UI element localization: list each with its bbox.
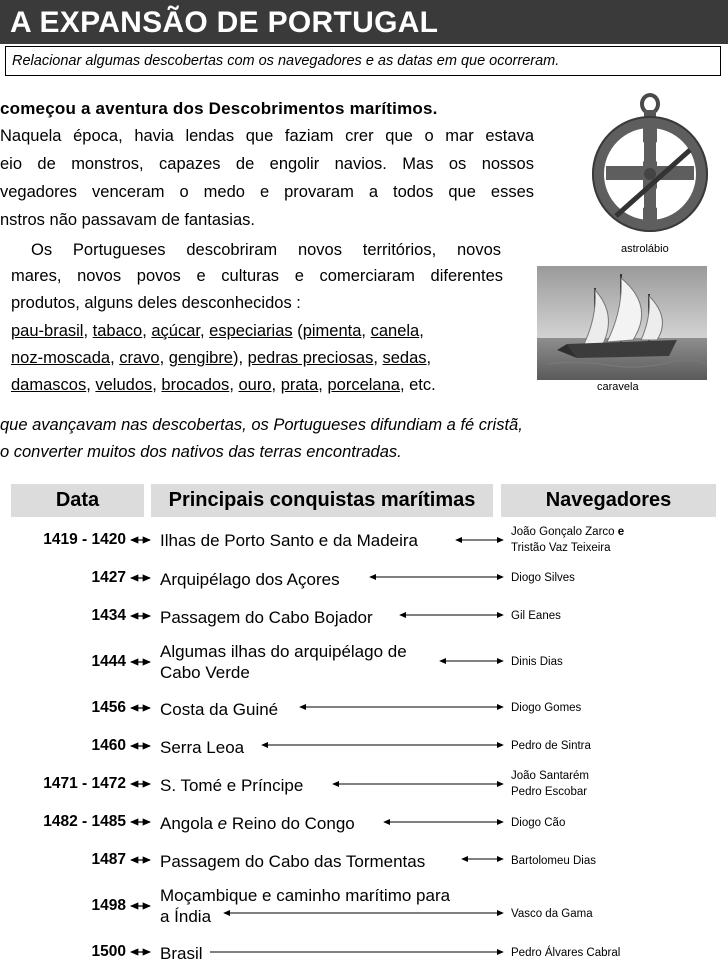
row-date: 1498 <box>91 897 126 914</box>
faith-line-1: que avançavam nas descobertas, os Portugueses difundiam a fé cristã, <box>0 416 523 434</box>
intro-line-4: vegadores venceram o medo e provaram a todos que esses <box>0 183 534 201</box>
product-prata: prata <box>280 376 319 394</box>
product-acucar: açúcar <box>151 322 200 340</box>
row-navigator: Bartolomeu Dias <box>511 855 597 867</box>
conquest-part: Angola <box>160 814 213 833</box>
header-date: Data <box>11 484 144 517</box>
row-navigator: Diogo Gomes <box>511 702 582 714</box>
faith-line-2: o converter muitos dos nativos das terras encontradas. <box>0 443 402 461</box>
row-date: 1427 <box>91 569 126 586</box>
product-porcelana: porcelana <box>327 376 400 394</box>
row-date: 1444 <box>91 653 126 670</box>
product-pedras-preciosas: pedras preciosas <box>247 349 374 367</box>
product-pimenta: pimenta <box>302 322 362 340</box>
product-tabaco: tabaco <box>92 322 143 340</box>
row-navigator: Diogo Cão <box>511 817 566 829</box>
header-navigators: Navegadores <box>501 484 716 517</box>
conquest-line: a Índia <box>160 907 212 926</box>
navigator-name: Tristão Vaz Teixeira <box>511 542 611 554</box>
row-conquest: Passagem do Cabo das Tormentas <box>160 852 426 871</box>
row-date: 1419 - 1420 <box>43 531 126 548</box>
product-brocados: brocados <box>161 376 230 394</box>
row-date: 1487 <box>91 851 126 868</box>
row-conquest: Costa da Guiné <box>160 700 279 719</box>
product-pau-brasil: pau-brasil <box>11 322 84 340</box>
row-conquest: S. Tomé e Príncipe <box>160 776 304 795</box>
product-canela: canela <box>370 322 420 340</box>
row-conquest: Passagem do Cabo Bojador <box>160 608 373 627</box>
product-ouro: ouro <box>238 376 272 394</box>
row-date: 1434 <box>91 607 126 624</box>
products-line-2: noz-moscada, cravo, gengibre), pedras preciosas, sedas, <box>11 349 432 367</box>
products-line-1: pau-brasil, tabaco, açúcar, especiarias (pimenta, canela, <box>11 322 424 340</box>
product-veludos: veludos <box>95 376 153 394</box>
products-line-3: damascos, veludos, brocados, ouro, prata, porcelana, etc. <box>11 376 436 394</box>
caravel-caption: caravela <box>597 381 639 393</box>
page-subtitle: Relacionar algumas descobertas com os navegadores e as datas em que ocorreram. <box>12 53 560 69</box>
conquest-line: Moçambique e caminho marítimo para <box>160 886 451 905</box>
product-damascos: damascos <box>11 376 87 394</box>
product-sedas: sedas <box>382 349 427 367</box>
conquest-line: Cabo Verde <box>160 663 250 682</box>
product-cravo: cravo <box>119 349 160 367</box>
product-etc: etc. <box>409 376 436 394</box>
intro-line-5: nstros não passavam de fantasias. <box>0 211 255 229</box>
row-navigator: Vasco da Gama <box>511 908 593 920</box>
intro-line-1: começou a aventura dos Descobrimentos marítimos. <box>0 99 438 118</box>
intro-line-3: eio de monstros, capazes de engolir navios. Mas os nossos <box>0 155 534 173</box>
intro-line-2: Naquela época, havia lendas que faziam crer que o mar estava <box>0 127 534 145</box>
row-date: 1500 <box>91 943 126 960</box>
conquest-joiner: e <box>217 814 228 833</box>
row-date: 1471 - 1472 <box>43 775 126 792</box>
product-especiarias: especiarias <box>209 322 293 340</box>
row-conquest: Ilhas de Porto Santo e da Madeira <box>160 531 418 550</box>
astrolabe-caption: astrolábio <box>621 243 669 255</box>
row-date: 1456 <box>91 699 126 716</box>
navigator-name: Pedro Escobar <box>511 786 588 798</box>
discoveries-line-2: mares, novos povos e culturas e comerciaram diferentes <box>11 267 503 285</box>
row-conquest: Brasil <box>160 944 203 963</box>
product-noz-moscada: noz-moscada <box>11 349 111 367</box>
navigator-name: João Gonçalo Zarco <box>511 526 615 538</box>
row-conquest: Arquipélago dos Açores <box>160 570 340 589</box>
conquest-line: Algumas ilhas do arquipélago de <box>160 642 407 661</box>
row-date: 1460 <box>91 737 126 754</box>
row-date: 1482 - 1485 <box>43 813 126 830</box>
row-navigator: Gil Eanes <box>511 610 561 622</box>
row-conquest: Serra Leoa <box>160 738 245 757</box>
header-conquests: Principais conquistas marítimas <box>151 484 493 517</box>
row-navigator: Pedro de Sintra <box>511 740 591 752</box>
discoveries-line-1: Os Portugueses descobriram novos territórios, novos <box>31 241 501 259</box>
conquest-part: Reino do Congo <box>231 814 355 833</box>
row-navigator: Dinis Dias <box>511 656 563 668</box>
product-gengibre: gengibre <box>168 349 233 367</box>
discoveries-line-3: produtos, alguns deles desconhecidos : <box>11 294 301 312</box>
row-navigator: Diogo Silves <box>511 572 575 584</box>
navigator-joiner: e <box>617 526 625 538</box>
page-title: A EXPANSÃO DE PORTUGAL <box>10 6 439 39</box>
navigator-name: João Santarém <box>511 770 589 782</box>
row-navigator: Pedro Álvares Cabral <box>511 947 621 959</box>
